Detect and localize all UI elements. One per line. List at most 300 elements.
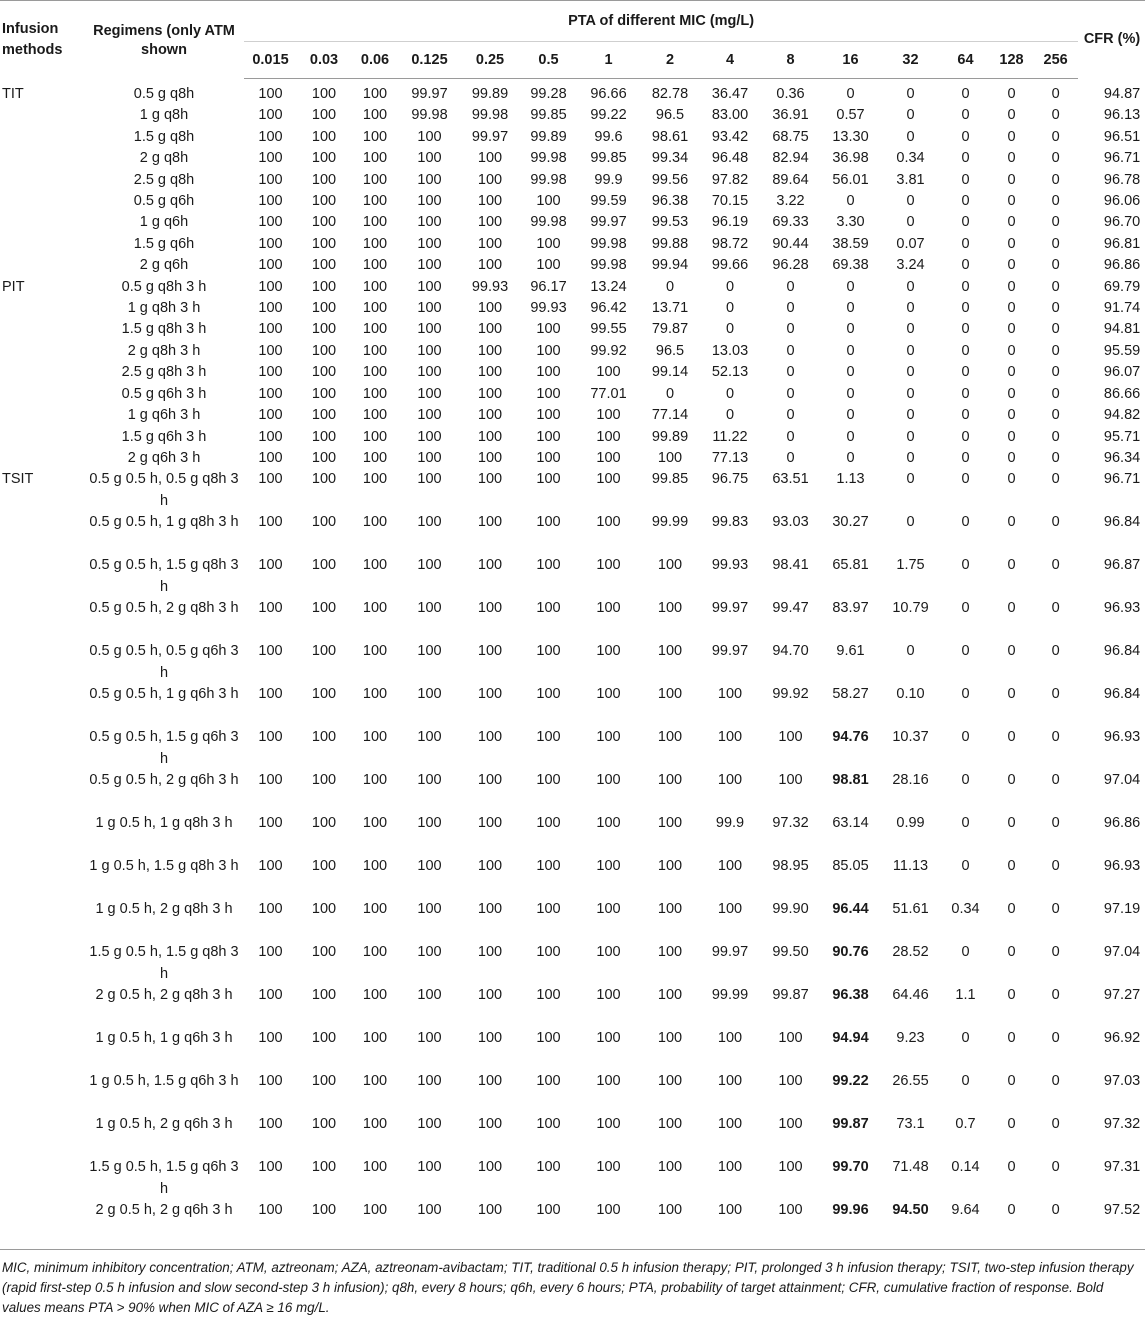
pta-value-cell: 99.92 [772,686,809,703]
pta-value-cell: 0 [1051,944,1060,961]
pta-value-cell: 99.9 [594,171,623,188]
pta-value-cell: 99.87 [772,987,809,1004]
pta-value-cell: 0 [1007,407,1016,424]
pta-value-cell: 98.61 [651,128,689,145]
pta-value-cell: 100 [417,514,442,531]
pta-value-cell: 100 [258,772,283,789]
mic-header-cell: 4 [700,42,760,79]
infusion-method-cell [0,1200,84,1250]
pta-value-cell: 100 [311,364,337,381]
pta-value-cell: 90.44 [772,235,809,252]
pta-value-cell: 0 [665,385,675,402]
pta-value-cell: 100 [536,1030,561,1047]
pta-value-cell: 100 [362,772,388,789]
infusion-method-cell [0,727,84,770]
pta-value-cell: 99.55 [590,321,627,338]
pta-value-cell: 100 [311,278,337,295]
pta-value-cell: 0 [1007,214,1016,231]
pta-value-cell: 100 [657,557,683,574]
pta-value-cell: 100 [311,235,337,252]
pta-value-cell: 0 [1051,686,1060,703]
pta-value-cell: 93.42 [711,128,749,145]
pta-value-cell: 99.83 [711,514,749,531]
pta-value-cell: 0 [725,385,735,402]
pta-value-cell: 0 [961,214,970,231]
pta-value-cell: 99.96 [821,1200,880,1250]
regimen-cell: 0.5 g q8h 3 h [121,278,207,295]
pta-value-cell: 0 [1051,385,1060,402]
regimen-cell: 1 g q8h [139,107,189,124]
pta-value-cell: 100 [536,321,561,338]
pta-value-cell: 0 [1051,428,1060,445]
pta-value-cell: 100 [760,1200,821,1250]
pta-value-cell: 0 [846,321,855,338]
pta-value-cell: 100 [417,1116,442,1133]
pta-value-cell: 100 [417,1030,442,1047]
cfr-value-cell: 96.70 [1103,214,1141,231]
pta-value-cell: 85.05 [832,858,869,875]
pta-value-cell: 100 [351,1200,399,1250]
pta-value-cell: 100 [657,1116,683,1133]
pta-value-cell: 100 [311,944,337,961]
pta-value-cell: 13.71 [651,300,689,317]
pta-value-cell: 99.87 [832,1116,869,1133]
pta-value-cell: 100 [362,1159,388,1176]
pta-value-cell: 0 [725,300,735,317]
pta-value-cell: 26.55 [892,1073,929,1090]
infusion-method-cell [0,255,84,276]
pta-value-cell: 100 [520,1200,577,1250]
pta-value-cell: 100 [362,171,388,188]
pta-value-cell: 0 [1007,471,1016,488]
pta-value-cell: 0 [961,235,970,252]
pta-value-cell: 9.61 [836,643,865,660]
pta-value-cell: 100 [311,193,337,210]
pta-value-cell: 99.93 [530,300,567,317]
mic-header-cell: 1 [577,42,640,79]
regimen-cell: 0.5 g 0.5 h, 1.5 g q6h 3 h [89,729,239,767]
table-row [0,427,1145,448]
table-header [0,1,1145,79]
pta-value-cell: 100 [596,471,621,488]
pta-value-cell: 3.22 [776,193,805,210]
pta-value-cell: 0 [846,300,855,317]
cfr-value-cell: 96.71 [1103,150,1141,167]
pta-value-cell: 0 [961,944,970,961]
pta-value-cell: 99.88 [651,235,689,252]
pta-value-cell: 0.07 [896,235,925,252]
pta-value-cell: 99.85 [530,107,567,124]
pta-value-cell: 100 [596,815,621,832]
infusion-method-cell [0,1071,84,1114]
pta-value-cell: 100 [657,643,683,660]
pta-value-cell: 100 [477,407,503,424]
pta-value-cell: 99.93 [711,557,749,574]
pta-value-cell: 100 [640,1200,700,1250]
pta-value-cell: 0 [906,321,915,338]
pta-value-cell: 100 [536,987,561,1004]
pta-value-cell: 100 [258,449,283,466]
cfr-value-cell: 95.59 [1103,342,1141,359]
mic-header-cell: 128 [990,42,1033,79]
pta-value-cell: 100 [657,729,683,746]
pta-value-cell: 51.61 [892,901,929,918]
infusion-method-cell: PIT [2,278,25,295]
pta-value-cell: 100 [362,321,388,338]
pta-value-cell: 73.1 [896,1116,925,1133]
header-pta: PTA of different MIC (mg/L) [244,1,1078,42]
pta-value-cell: 0 [1007,944,1016,961]
regimen-cell: 2.5 g q8h 3 h [121,364,207,381]
pta-value-cell: 0 [1007,600,1016,617]
pta-value-cell: 100 [362,364,388,381]
pta-value-cell: 0 [1007,278,1016,295]
pta-value-cell: 0 [961,342,970,359]
pta-value-cell: 100 [417,600,442,617]
table-row [0,362,1145,383]
pta-value-cell: 100 [477,321,503,338]
pta-value-cell: 99.47 [772,600,809,617]
regimen-cell: 0.5 g 0.5 h, 0.5 g q6h 3 h [89,643,239,681]
pta-value-cell: 0 [1051,901,1060,918]
pta-value-cell: 13.24 [590,278,627,295]
infusion-method-cell [0,319,84,340]
regimen-cell: 1.5 g 0.5 h, 1.5 g q6h 3 h [89,1159,239,1197]
pta-value-cell: 0 [1007,1073,1016,1090]
pta-value-cell: 100 [778,772,803,789]
cfr-value-cell: 97.19 [1103,901,1141,918]
cfr-value-cell: 96.07 [1103,364,1141,381]
pta-value-cell: 100 [362,901,388,918]
pta-value-cell: 99.98 [530,150,567,167]
cfr-value-cell: 97.52 [1078,1200,1145,1250]
table-row [0,684,1145,727]
pta-value-cell: 100 [778,1030,803,1047]
pta-value-cell: 0 [906,449,915,466]
pta-value-cell: 100 [657,449,683,466]
pta-value-cell: 100 [536,364,561,381]
pta-value-cell: 0 [1007,171,1016,188]
pta-value-cell: 0 [846,86,855,102]
table-row [0,1071,1145,1114]
pta-value-cell: 100 [417,300,442,317]
pta-value-cell: 100 [657,901,683,918]
pta-value-cell: 0 [1007,815,1016,832]
pta-value-cell: 0 [906,514,915,531]
pta-value-cell: 100 [258,86,283,102]
pta-value-cell: 100 [417,407,442,424]
cfr-value-cell: 96.71 [1103,471,1141,488]
pta-value-cell: 1.1 [955,987,976,1004]
pta-value-cell: 100 [311,257,337,274]
pta-value-cell: 100 [717,686,743,703]
pta-value-cell: 0 [961,1030,970,1047]
pta-value-cell: 100 [596,1116,621,1133]
pta-value-cell: 0 [1051,278,1060,295]
pta-value-cell: 100 [311,428,337,445]
regimen-cell: 2 g q6h 3 h [127,449,201,466]
table-row [0,727,1145,770]
pta-value-cell: 100 [362,944,388,961]
pta-value-cell: 100 [258,901,283,918]
pta-value-cell: 99.22 [832,1073,869,1090]
pta-value-cell: 0 [1051,321,1060,338]
pta-value-cell: 100 [258,342,283,359]
cfr-value-cell: 96.81 [1103,235,1141,252]
pta-value-cell: 0 [961,1073,970,1090]
pta-value-cell: 100 [311,385,337,402]
pta-value-cell: 0 [961,772,970,789]
pta-value-cell: 100 [417,1073,442,1090]
table-row [0,598,1145,641]
pta-value-cell: 100 [311,150,337,167]
pta-value-cell: 28.16 [892,772,929,789]
pta-value-cell: 77.14 [651,407,689,424]
regimen-cell: 2 g q8h 3 h [127,342,201,359]
pta-value-cell: 99.22 [590,107,627,124]
pta-value-cell: 100 [362,407,388,424]
pta-value-cell: 96.44 [832,901,869,918]
pta-value-cell: 100 [311,643,337,660]
pta-value-cell: 100 [258,1030,283,1047]
pta-value-cell: 100 [258,1159,283,1176]
pta-value-cell: 100 [362,428,388,445]
pta-value-cell: 13.03 [711,342,749,359]
infusion-method-cell [0,641,84,684]
pta-value-cell: 0 [961,557,970,574]
cfr-value-cell: 96.06 [1103,193,1141,210]
pta-value-cell: 100 [536,557,561,574]
pta-value-cell: 99.98 [471,107,509,124]
pta-value-cell: 100 [258,1073,283,1090]
pta-value-cell: 0 [1051,171,1060,188]
regimen-cell: 0.5 g 0.5 h, 0.5 g q8h 3 h [89,471,239,509]
pta-value-cell: 70.15 [711,193,749,210]
pta-value-cell: 100 [311,514,337,531]
pta-value-cell: 0 [906,278,915,295]
pta-value-cell: 79.87 [651,321,689,338]
pta-value-cell: 0 [1051,107,1060,124]
cfr-value-cell: 96.92 [1103,1030,1141,1047]
pta-value-cell: 99.98 [530,214,567,231]
pta-value-cell: 100 [311,471,337,488]
pta-value-cell: 98.41 [772,557,809,574]
pta-value-cell: 100 [417,257,442,274]
pta-value-cell: 93.03 [772,514,809,531]
mic-header-cell: 32 [880,42,941,79]
pta-value-cell: 0 [906,300,915,317]
pta-value-cell: 0 [786,321,795,338]
pta-value-cell: 0 [1007,858,1016,875]
pta-value-cell: 100 [311,300,337,317]
pta-value-cell: 0 [1007,107,1016,124]
pta-value-cell: 100 [417,449,442,466]
pta-value-cell: 96.38 [832,987,869,1004]
pta-value-cell: 96.66 [590,86,627,102]
infusion-method-cell [0,1028,84,1071]
pta-value-cell: 0 [961,150,970,167]
pta-value-cell: 0 [906,364,915,381]
infusion-method-cell [0,212,84,233]
pta-value-cell: 64.46 [892,987,929,1004]
pta-value-cell: 100 [311,171,337,188]
pta-value-cell: 0 [1051,150,1060,167]
pta-value-cell: 0 [1051,193,1060,210]
pta-value-cell: 100 [778,1159,803,1176]
regimen-cell: 1 g q6h [139,214,189,231]
pta-value-cell: 1.75 [896,557,925,574]
pta-value-cell: 71.48 [892,1159,929,1176]
pta-value-cell: 94.76 [832,729,869,746]
pta-value-cell: 100 [258,257,283,274]
table-row [0,555,1145,598]
regimen-cell: 1 g 0.5 h, 1.5 g q8h 3 h [89,858,239,875]
pta-value-cell: 100 [417,901,442,918]
table-row [0,856,1145,899]
pta-value-cell: 100 [417,385,442,402]
pta-value-cell: 65.81 [832,557,869,574]
table-footnote: MIC, minimum inhibitory concentration; ATM, aztreonam; AZA, aztreonam-avibactam; TIT, traditional 0.5 h infusion therapy; PIT, prolonged 3 h infusion therapy; TSIT, two-step infusion therapy (rapid first-step 0.5 h infusion and slow second-step 3 h infusion); q8h, every 8 hours; q6h, every 6 hours; PTA, probability of target attainment; CFR, cumulative fraction of response. Bold values means PTA > 90% when MIC of AZA ≥ 16 mg/L. [2,1260,1134,1316]
pta-value-cell: 96.48 [711,150,749,167]
table-row [0,405,1145,426]
pta-value-cell: 100 [417,342,442,359]
pta-value-cell: 100 [700,1200,760,1250]
pta-value-cell: 0 [961,278,970,295]
pta-value-cell: 100 [311,901,337,918]
mic-header-cell: 256 [1033,42,1078,79]
pta-value-cell: 0 [846,407,855,424]
pta-value-cell: 0 [1051,364,1060,381]
pta-value-cell: 100 [417,643,442,660]
pta-value-cell: 0 [1007,772,1016,789]
pta-value-cell: 0 [961,385,970,402]
pta-value-cell: 0 [961,471,970,488]
table-row [0,942,1145,985]
pta-value-cell: 0 [1007,1030,1016,1047]
pta-value-cell: 100 [477,235,503,252]
pta-value-cell: 0 [725,278,735,295]
pta-value-cell: 100 [657,987,683,1004]
cfr-value-cell: 97.27 [1103,987,1141,1004]
pta-value-cell: 100 [778,1073,803,1090]
regimen-cell: 0.5 g 0.5 h, 1 g q8h 3 h [89,514,239,531]
pta-value-cell: 0 [846,385,855,402]
infusion-method-cell [0,384,84,405]
pta-value-cell: 0 [786,300,795,317]
pta-value-cell: 98.81 [832,772,869,789]
table-row [0,1114,1145,1157]
pta-value-cell: 99.97 [590,214,627,231]
table-body [0,79,1145,1250]
pta-value-cell: 100 [417,171,442,188]
pta-value-cell: 99.85 [651,471,689,488]
pta-value-cell: 0 [1051,557,1060,574]
pta-value-cell: 99.94 [651,257,689,274]
pta-value-cell: 100 [460,1200,520,1250]
infusion-method-cell [0,234,84,255]
mic-header-cell: 2 [640,42,700,79]
pta-value-cell: 0 [786,364,795,381]
table-row [0,212,1145,233]
pta-value-cell: 100 [596,407,621,424]
pta-value-cell: 100 [536,858,561,875]
regimen-cell: 2 g 0.5 h, 2 g q8h 3 h [95,987,233,1004]
table-row [0,170,1145,191]
pta-value-cell: 77.13 [711,449,749,466]
pta-value-cell: 96.19 [711,214,749,231]
table-row [0,641,1145,684]
pta-value-cell: 100 [362,235,388,252]
pta-value-cell: 100 [657,772,683,789]
pta-value-cell: 100 [596,643,621,660]
pta-value-cell: 100 [596,729,621,746]
pta-value-cell: 36.98 [832,150,869,167]
pta-value-cell: 52.13 [711,364,749,381]
pta-value-cell: 0.99 [896,815,925,832]
cfr-value-cell: 97.04 [1103,772,1141,789]
pta-value-cell: 100 [311,815,337,832]
cfr-value-cell: 96.34 [1103,449,1141,466]
pta-value-cell: 100 [477,150,503,167]
pta-value-cell: 0 [1007,514,1016,531]
pta-value-cell: 99.66 [711,257,749,274]
pta-value-cell: 100 [477,514,503,531]
pta-value-cell: 0 [1007,686,1016,703]
pta-value-cell: 0 [1051,407,1060,424]
pta-value-cell: 100 [477,428,503,445]
pta-value-cell: 10.79 [892,600,929,617]
infusion-method-cell [0,942,84,985]
mic-header-cell: 0.03 [297,42,351,79]
pta-value-cell: 100 [417,557,442,574]
table-row [0,341,1145,362]
table-row [0,234,1145,255]
pta-value-cell: 99.28 [530,86,567,102]
pta-value-cell: 100 [536,600,561,617]
pta-value-cell: 100 [362,214,388,231]
cfr-value-cell: 97.31 [1103,1159,1141,1176]
pta-value-cell: 38.59 [832,235,869,252]
pta-value-cell: 100 [477,300,503,317]
pta-value-cell: 0 [846,342,855,359]
pta-value-cell: 100 [311,1030,337,1047]
pta-value-cell: 100 [596,772,621,789]
cfr-value-cell: 96.86 [1103,815,1141,832]
pta-value-cell: 0.34 [951,901,980,918]
pta-value-cell: 100 [362,1116,388,1133]
pta-value-cell: 99.99 [711,987,749,1004]
pta-value-cell: 100 [657,944,683,961]
pta-value-cell: 77.01 [590,385,627,402]
pta-value-cell: 100 [362,342,388,359]
pta-value-cell: 100 [258,150,283,167]
table-row [0,127,1145,148]
pta-value-cell: 100 [577,1200,640,1250]
pta-value-cell: 100 [244,1200,297,1250]
pta-value-cell: 100 [258,686,283,703]
pta-value-cell: 100 [536,1073,561,1090]
pta-value-cell: 100 [258,600,283,617]
pta-value-cell: 100 [536,944,561,961]
pta-value-cell: 100 [596,1159,621,1176]
regimen-cell: 1.5 g q8h [133,128,195,145]
pta-value-cell: 100 [477,471,503,488]
pta-value-cell: 0 [1007,86,1016,102]
pta-value-cell: 100 [362,643,388,660]
pta-value-cell: 0.14 [951,1159,980,1176]
cfr-value-cell: 69.79 [1103,278,1141,295]
pta-value-cell: 100 [417,858,442,875]
